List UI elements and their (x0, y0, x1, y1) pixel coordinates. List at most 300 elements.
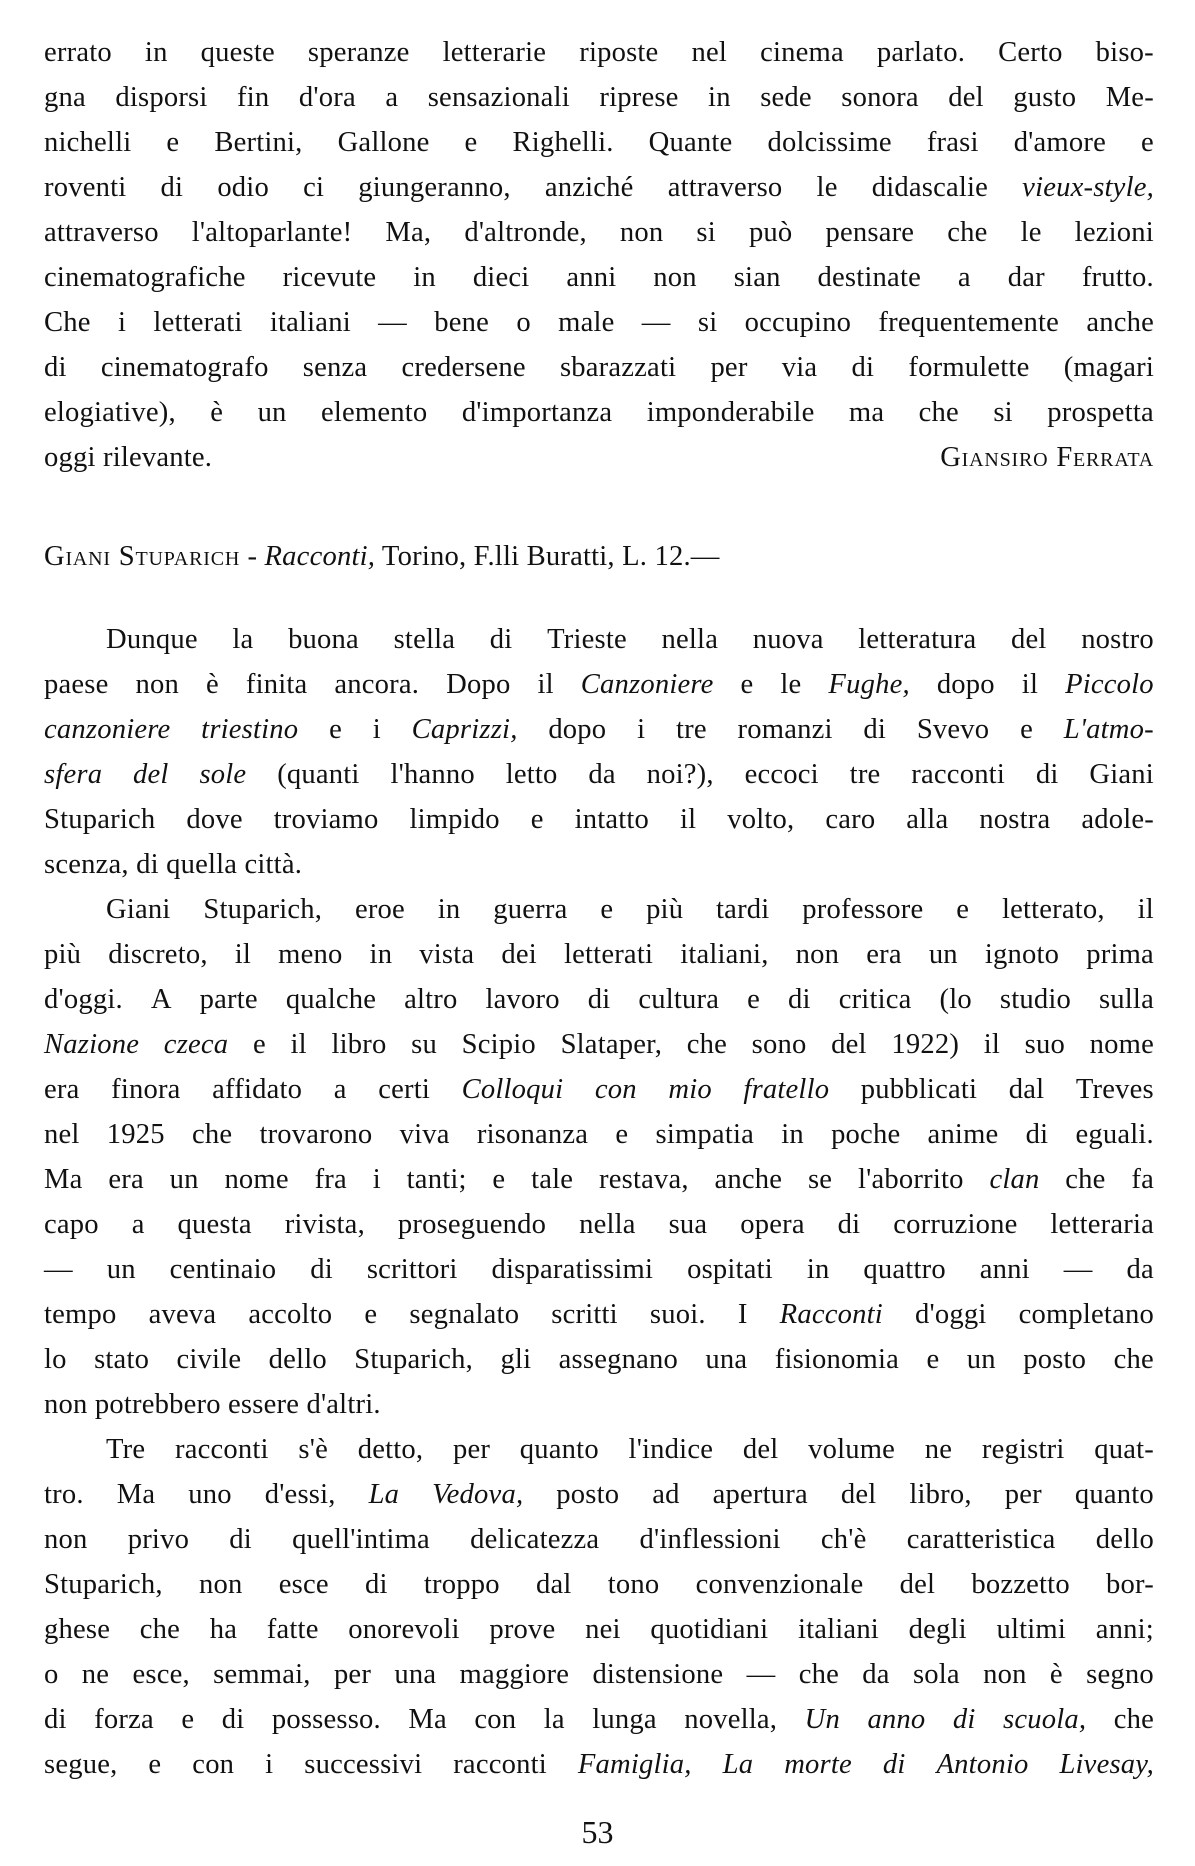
word: clan (989, 1164, 1040, 1195)
text-line (44, 1607, 1154, 1652)
word: dal (535, 1569, 572, 1600)
text-line (44, 210, 1154, 255)
word: che (1113, 1704, 1154, 1735)
word: onorevoli (348, 1614, 460, 1645)
paragraph-last-line: non potrebbero essere d'altri. (44, 1389, 381, 1420)
word: dar (1007, 262, 1045, 293)
word: A (150, 984, 172, 1015)
word: anche (1086, 307, 1154, 338)
word: odio (217, 172, 269, 203)
word: Colloqui (461, 1074, 564, 1105)
word: su (411, 1029, 437, 1060)
word: nei (585, 1614, 621, 1645)
word: eroe (354, 894, 405, 925)
word: pubblicati (860, 1074, 978, 1105)
word: del (948, 82, 984, 113)
word: sua (668, 1209, 708, 1240)
word: tro. (44, 1479, 84, 1510)
word: di (44, 1704, 67, 1735)
word: lezioni (1074, 217, 1154, 248)
word: un (928, 939, 958, 970)
word: che (947, 217, 988, 248)
word: del (133, 759, 169, 790)
word: di (489, 624, 513, 655)
word: e (148, 1749, 162, 1780)
word: nel (44, 1119, 80, 1150)
word: di (160, 172, 184, 203)
word: Ma (44, 1164, 83, 1195)
word: e (181, 1704, 195, 1735)
word: di (788, 984, 811, 1015)
word: il (234, 939, 252, 970)
word: questa (177, 1209, 252, 1240)
word: ch'è (820, 1524, 867, 1555)
word: nuova (752, 624, 824, 655)
word: di (229, 1524, 252, 1555)
word: d'oggi (914, 1299, 987, 1330)
word: e (740, 669, 754, 700)
text-line (44, 345, 1154, 390)
text-line (44, 120, 1154, 165)
paragraph-first-line (44, 617, 1154, 662)
text-line (44, 1247, 1154, 1292)
word: in (781, 1119, 804, 1150)
word: in (708, 82, 731, 113)
word: proseguendo (397, 1209, 547, 1240)
word: finora (111, 1074, 181, 1105)
word: in (806, 1254, 830, 1285)
word: d'essi, (264, 1479, 336, 1510)
word: caratteristica (906, 1524, 1056, 1555)
word: ricevute (282, 262, 377, 293)
word: che (191, 1119, 233, 1150)
word: era (44, 1074, 80, 1105)
word: il (1021, 669, 1039, 700)
word: ignoto (984, 939, 1060, 970)
word: che (798, 1659, 839, 1690)
word: buona (288, 624, 359, 655)
word: uno (188, 1479, 232, 1510)
word: speranze (307, 37, 410, 68)
word: dopo (548, 714, 607, 745)
word: parlato. (876, 37, 966, 68)
word: formulette (908, 352, 1030, 383)
word: cinematografo (100, 352, 269, 383)
word: lunga (592, 1704, 657, 1735)
word: trovarono (259, 1119, 373, 1150)
word: in (437, 894, 461, 925)
word: la (543, 1704, 565, 1735)
word: (lo (939, 984, 972, 1015)
word: posto (556, 1479, 620, 1510)
text-line (44, 1202, 1154, 1247)
word: convenzionale (695, 1569, 864, 1600)
word: si (993, 397, 1013, 428)
closing-line (44, 435, 1154, 480)
word: intatto (574, 804, 650, 835)
word: Dunque (106, 624, 198, 655)
word: nome (1089, 1029, 1154, 1060)
word: racconti (911, 759, 1005, 790)
word: segnalato (409, 1299, 520, 1330)
word: poche (831, 1119, 901, 1150)
word: da (1126, 1254, 1154, 1285)
book-publisher: Torino, F.lli Buratti, L. 12.— (375, 541, 720, 572)
word: riposte (579, 37, 659, 68)
word: sfera (44, 759, 103, 790)
word: se (807, 1164, 833, 1195)
word: professore (802, 894, 924, 925)
word: Stuparich, (354, 1344, 474, 1375)
word: Treves (1075, 1074, 1154, 1105)
word: Livesay, (1059, 1749, 1154, 1780)
word: sole (199, 759, 247, 790)
word: quat- (1094, 1434, 1154, 1465)
word: vista (419, 939, 475, 970)
word: fra (314, 1164, 347, 1195)
word: sola (912, 1659, 960, 1690)
word: lo (44, 1344, 67, 1375)
book-title: Racconti, (264, 541, 376, 572)
word: tale (531, 1164, 574, 1195)
word: e (492, 1164, 506, 1195)
word: tempo (44, 1299, 117, 1330)
word: a (385, 82, 399, 113)
text-line (44, 1517, 1154, 1562)
word: ci (303, 172, 325, 203)
word: ha (209, 1614, 238, 1645)
word: gusto (1013, 82, 1077, 113)
word: del (1011, 624, 1047, 655)
word: scrittori (366, 1254, 458, 1285)
closing-text: oggi rilevante. (44, 442, 213, 473)
word: morte (784, 1749, 852, 1780)
word: elemento (320, 397, 428, 428)
text-line (44, 1562, 1154, 1607)
word: novella, (684, 1704, 778, 1735)
word: i (637, 714, 646, 745)
word: capo (44, 1209, 99, 1240)
word: in (413, 262, 436, 293)
word: sono (751, 1029, 807, 1060)
word: troppo (423, 1569, 500, 1600)
word: queste (200, 37, 275, 68)
word: caro (825, 804, 876, 835)
word: forza (94, 1704, 154, 1735)
word: in (369, 939, 393, 970)
word: il (537, 669, 554, 700)
word: Dopo (446, 669, 511, 700)
word: d'oggi. (44, 984, 123, 1015)
word: suoi. (649, 1299, 706, 1330)
word: frutto. (1081, 262, 1154, 293)
word: e (1141, 127, 1154, 158)
word: frasi (926, 127, 979, 158)
word: roventi (44, 172, 127, 203)
word: restava, (599, 1164, 689, 1195)
word: parte (199, 984, 258, 1015)
word: Scipio (461, 1029, 536, 1060)
paragraph-first-line (44, 1427, 1154, 1472)
word: mio (668, 1074, 712, 1105)
word: letterarie (442, 37, 547, 68)
word: è (1049, 1659, 1063, 1690)
word: frequentemente (878, 307, 1060, 338)
word: fatte (266, 1614, 319, 1645)
word: sian (733, 262, 781, 293)
word: ultimi (996, 1614, 1067, 1645)
word: Tre (106, 1434, 146, 1465)
word: fa (1131, 1164, 1154, 1195)
word: di (310, 1254, 333, 1285)
word: Fughe, (828, 669, 910, 700)
word: ospitati (687, 1254, 773, 1285)
word: alla (906, 804, 949, 835)
word: i (117, 307, 127, 338)
word: segno (1086, 1659, 1154, 1690)
word: e (956, 894, 970, 925)
word: del (831, 1029, 867, 1060)
word: esce (278, 1569, 329, 1600)
word: tono (607, 1569, 660, 1600)
word: per (452, 1434, 491, 1465)
word: di (1025, 1119, 1049, 1150)
word: di (587, 984, 611, 1015)
word: di (44, 352, 67, 383)
word: sulla (1098, 984, 1154, 1015)
word: successivi (304, 1749, 423, 1780)
word: tre (676, 714, 707, 745)
word: semmai, (213, 1659, 311, 1690)
text-line (44, 977, 1154, 1022)
page-number: 53 (581, 1814, 614, 1850)
word: volume (808, 1434, 896, 1465)
word: letterato, (1001, 894, 1105, 925)
word: che (918, 397, 959, 428)
word: ne (924, 1434, 953, 1465)
word: altro (404, 984, 458, 1015)
word: di (851, 352, 875, 383)
heading-separator: - (240, 541, 265, 572)
word: pensare (825, 217, 915, 248)
word: corruzione (893, 1209, 1018, 1240)
word: Certo (998, 37, 1063, 68)
word: Righelli. (512, 127, 614, 158)
word: gna (44, 82, 86, 113)
word: Che (44, 307, 91, 338)
word: Nazione (44, 1029, 140, 1060)
word: L'atmo- (1063, 714, 1154, 745)
word: — (1063, 1254, 1093, 1285)
word: libro, (909, 1479, 972, 1510)
word: letterati (153, 307, 243, 338)
word: adole- (1081, 804, 1154, 835)
word: s'è (298, 1434, 328, 1465)
word: volto, (727, 804, 795, 835)
word: da (862, 1659, 890, 1690)
word: Bertini, (214, 127, 303, 158)
word: cinematografiche (44, 262, 246, 293)
page-body (44, 30, 1154, 1787)
word: (magari (1063, 352, 1154, 383)
word: sensazionali (427, 82, 570, 113)
word: la (232, 624, 254, 655)
word: racconti (453, 1749, 547, 1780)
word: accolto (248, 1299, 333, 1330)
word: disparatissimi (491, 1254, 654, 1285)
word: via (781, 352, 818, 383)
word: suo (1024, 1029, 1065, 1060)
word: un (106, 1254, 136, 1285)
word: a (131, 1209, 145, 1240)
word: ghese (44, 1614, 111, 1645)
word: dei (501, 939, 537, 970)
word: e (600, 894, 614, 925)
word: un (169, 1164, 199, 1195)
word: quattro (863, 1254, 946, 1285)
word: Stuparich, (203, 894, 323, 925)
word: letto (505, 759, 558, 790)
word: l'indice (628, 1434, 714, 1465)
word: dopo (936, 669, 995, 700)
paragraph-first-line (44, 887, 1154, 932)
word: prospetta (1047, 397, 1154, 428)
word: di (882, 1749, 906, 1780)
word: in (144, 37, 168, 68)
word: anni; (1095, 1614, 1154, 1645)
word: anche (714, 1164, 783, 1195)
word: per (333, 1659, 372, 1690)
word: scritti (551, 1299, 618, 1330)
word: Giani (106, 894, 171, 925)
word: elogiative), (44, 397, 176, 428)
word: può (748, 217, 793, 248)
word: didascalie (871, 172, 989, 203)
word: Caprizzi, (411, 714, 518, 745)
word: Ma, (385, 217, 432, 248)
word: noi?), (646, 759, 714, 790)
text-line (44, 1337, 1154, 1382)
word: guerra (493, 894, 568, 925)
word: che (1113, 1344, 1154, 1375)
word: i (265, 1749, 274, 1780)
word: lavoro (485, 984, 560, 1015)
word: maggiore (459, 1659, 570, 1690)
word: Quante (648, 127, 733, 158)
word: simpatia (655, 1119, 754, 1150)
word: italiani (797, 1614, 879, 1645)
word: paese (44, 669, 109, 700)
word: opera (740, 1209, 805, 1240)
word: canzoniere (44, 714, 171, 745)
text-line (44, 390, 1154, 435)
word: a (333, 1074, 347, 1105)
word: delicatezza (470, 1524, 600, 1555)
word: dal (1008, 1074, 1045, 1105)
word: discreto, (108, 939, 208, 970)
word: 1922) (891, 1029, 960, 1060)
word: prima (1086, 939, 1154, 970)
word: occupino (744, 307, 852, 338)
word: troviamo (273, 804, 379, 835)
word: cinema (760, 37, 844, 68)
word: di (364, 1569, 388, 1600)
word: anno (867, 1704, 926, 1735)
word: nostra (979, 804, 1051, 835)
word: nella (661, 624, 719, 655)
word: male (558, 307, 615, 338)
word: dello (268, 1344, 327, 1375)
word: non (44, 1524, 88, 1555)
word: vieux-style, (1022, 172, 1154, 203)
word: civile (176, 1344, 242, 1375)
word: Me- (1105, 82, 1154, 113)
text-line (44, 1742, 1154, 1787)
word: Gallone (337, 127, 430, 158)
word: più (44, 939, 82, 970)
word: Trieste (547, 624, 627, 655)
word: eccoci (744, 759, 819, 790)
word: studio (999, 984, 1071, 1015)
word: qualche (285, 984, 377, 1015)
word: quotidiani (650, 1614, 769, 1645)
word: Stuparich, (44, 1569, 163, 1600)
word: l'hanno (390, 759, 475, 790)
word: — (746, 1659, 776, 1690)
word: stato (94, 1344, 150, 1375)
word: affidato (212, 1074, 303, 1105)
word: e (166, 127, 180, 158)
text-line (44, 797, 1154, 842)
word: I (737, 1299, 748, 1330)
word: bene (434, 307, 490, 338)
text-line (44, 1022, 1154, 1067)
word: e (747, 984, 761, 1015)
text-line (44, 752, 1154, 797)
word: italiani (269, 307, 351, 338)
word: d'inflessioni (639, 1524, 781, 1555)
word: anni (566, 262, 617, 293)
word: le (1020, 217, 1042, 248)
word: i (372, 1164, 381, 1195)
word: senza (302, 352, 368, 383)
word: aveva (148, 1299, 217, 1330)
word: gli (500, 1344, 532, 1375)
word: e (464, 127, 478, 158)
word: Racconti (779, 1299, 883, 1330)
word: nome (224, 1164, 289, 1195)
text-line (44, 1292, 1154, 1337)
word: il (290, 1029, 307, 1060)
word: d'ora (298, 82, 356, 113)
signature: Giansiro Ferrata (940, 442, 1154, 473)
word: Canzoniere (580, 669, 714, 700)
word: d'importanza (461, 397, 613, 428)
word: — (378, 307, 407, 338)
word: disporsi (115, 82, 208, 113)
word: da (588, 759, 616, 790)
word: che (139, 1614, 181, 1645)
word: con (192, 1749, 235, 1780)
word: 1925 (106, 1119, 165, 1150)
word: privo (127, 1524, 190, 1555)
word: libro (331, 1029, 387, 1060)
word: le (816, 172, 838, 203)
word: di (952, 1704, 976, 1735)
word: una (705, 1344, 748, 1375)
word: finita (245, 669, 308, 700)
review-ferrata-conclusion (44, 30, 1154, 435)
